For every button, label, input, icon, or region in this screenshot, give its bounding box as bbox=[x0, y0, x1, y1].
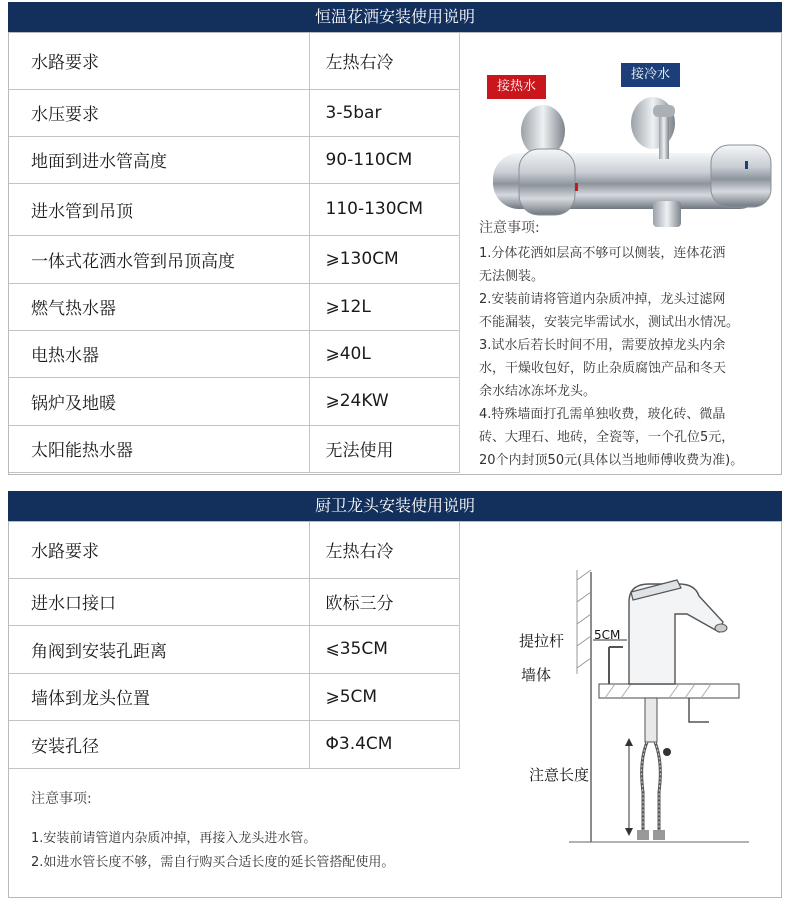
note-line: 1.分体花洒如层高不够可以侧装，连体花洒 bbox=[479, 246, 726, 261]
spec-row bbox=[9, 330, 459, 377]
spec-row bbox=[9, 33, 459, 89]
spec-row bbox=[9, 578, 459, 625]
hot-water-tag: 接热水 bbox=[487, 75, 546, 99]
note-line: 砖、大理石、地砖，全瓷等，一个孔位5元， bbox=[479, 430, 735, 445]
faucet-installation-diagram bbox=[509, 562, 769, 862]
spec-label: 锅炉及地暖 bbox=[9, 377, 309, 425]
spec-value: ⩾130CM bbox=[309, 235, 459, 283]
spec-label: 太阳能热水器 bbox=[9, 425, 309, 472]
spec-label: 一体式花洒水管到吊顶高度 bbox=[9, 235, 309, 283]
wall-label: 墙体 bbox=[521, 666, 552, 684]
spec-value: ⩾40L bbox=[309, 330, 459, 377]
section2-notes bbox=[31, 787, 461, 875]
spec-label: 墙体到龙头位置 bbox=[9, 673, 309, 720]
spec-value: ⩾5CM bbox=[309, 673, 459, 720]
spec-value: 欧标三分 bbox=[309, 578, 459, 625]
gap-label: 5CM bbox=[594, 628, 621, 642]
spec-label: 角阀到安装孔距离 bbox=[9, 625, 309, 673]
section1-notes-heading: 注意事项: bbox=[479, 220, 540, 236]
spec-value: 3-5bar bbox=[309, 89, 459, 136]
note-line: 2.如进水管长度不够，需自行购买合适长度的延长管搭配使用。 bbox=[31, 855, 395, 870]
spec-label: 电热水器 bbox=[9, 330, 309, 377]
section2-title-bar: 厨卫龙头安装使用说明 bbox=[8, 491, 782, 521]
spec-value: 无法使用 bbox=[309, 425, 459, 472]
spec-label: 地面到进水管高度 bbox=[9, 136, 309, 183]
note-line: 3.试水后若长时间不用，需要放掉龙头内余 bbox=[479, 338, 726, 353]
spec-value: 110-130CM bbox=[309, 183, 459, 235]
lift-rod-label: 提拉杆 bbox=[519, 632, 565, 650]
spec-row bbox=[9, 625, 459, 673]
note-line: 水，干燥收包好，防止杂质腐蚀产品和冬天 bbox=[479, 361, 727, 376]
section2-notes-heading: 注意事项: bbox=[31, 791, 92, 807]
spec-value: ⩽35CM bbox=[309, 625, 459, 673]
spec-value: ⩾12L bbox=[309, 283, 459, 330]
cold-water-tag: 接冷水 bbox=[621, 63, 680, 87]
note-line: 不能漏装，安装完毕需试水，测试出水情况。 bbox=[479, 315, 740, 330]
spec-label: 水路要求 bbox=[9, 33, 309, 89]
spec-label: 进水管到吊顶 bbox=[9, 183, 309, 235]
spec-row bbox=[9, 425, 459, 472]
spec-row bbox=[9, 183, 459, 235]
spec-value: Φ3.4CM bbox=[309, 720, 459, 768]
note-line: 余水结冰冻坏龙头。 bbox=[479, 384, 597, 399]
spec-label: 安装孔径 bbox=[9, 720, 309, 768]
spec-label: 燃气热水器 bbox=[9, 283, 309, 330]
spec-label: 水路要求 bbox=[9, 522, 309, 578]
spec-row bbox=[9, 136, 459, 183]
spec-row bbox=[9, 673, 459, 720]
note-line: 4.特殊墙面打孔需单独收费，玻化砖、微晶 bbox=[479, 407, 726, 422]
section1-spec-table bbox=[9, 33, 460, 473]
spec-row bbox=[9, 377, 459, 425]
section1-notes bbox=[479, 217, 779, 472]
spec-label: 水压要求 bbox=[9, 89, 309, 136]
note-line: 20个内封顶50元(具体以当地师傅收费为准)。 bbox=[479, 453, 744, 468]
spec-value: ⩾24KW bbox=[309, 377, 459, 425]
note-line: 1.安装前请管道内杂质冲掉，再接入龙头进水管。 bbox=[31, 831, 317, 846]
spec-row bbox=[9, 89, 459, 136]
spec-row bbox=[9, 720, 459, 768]
spec-value: 左热右冷 bbox=[309, 522, 459, 578]
spec-row bbox=[9, 235, 459, 283]
note-line: 无法侧装。 bbox=[479, 269, 545, 284]
spec-row bbox=[9, 522, 459, 578]
section2-panel bbox=[8, 521, 782, 898]
section1-panel bbox=[8, 32, 782, 475]
spec-value: 90-110CM bbox=[309, 136, 459, 183]
spec-value: 左热右冷 bbox=[309, 33, 459, 89]
section2-spec-table bbox=[9, 522, 460, 769]
spec-label: 进水口接口 bbox=[9, 578, 309, 625]
note-line: 2.安装前请将管道内杂质冲掉，龙头过滤网 bbox=[479, 292, 726, 307]
spec-row bbox=[9, 283, 459, 330]
length-label: 注意长度 bbox=[529, 766, 590, 784]
section1-title-bar: 恒温花洒安装使用说明 bbox=[8, 2, 782, 32]
